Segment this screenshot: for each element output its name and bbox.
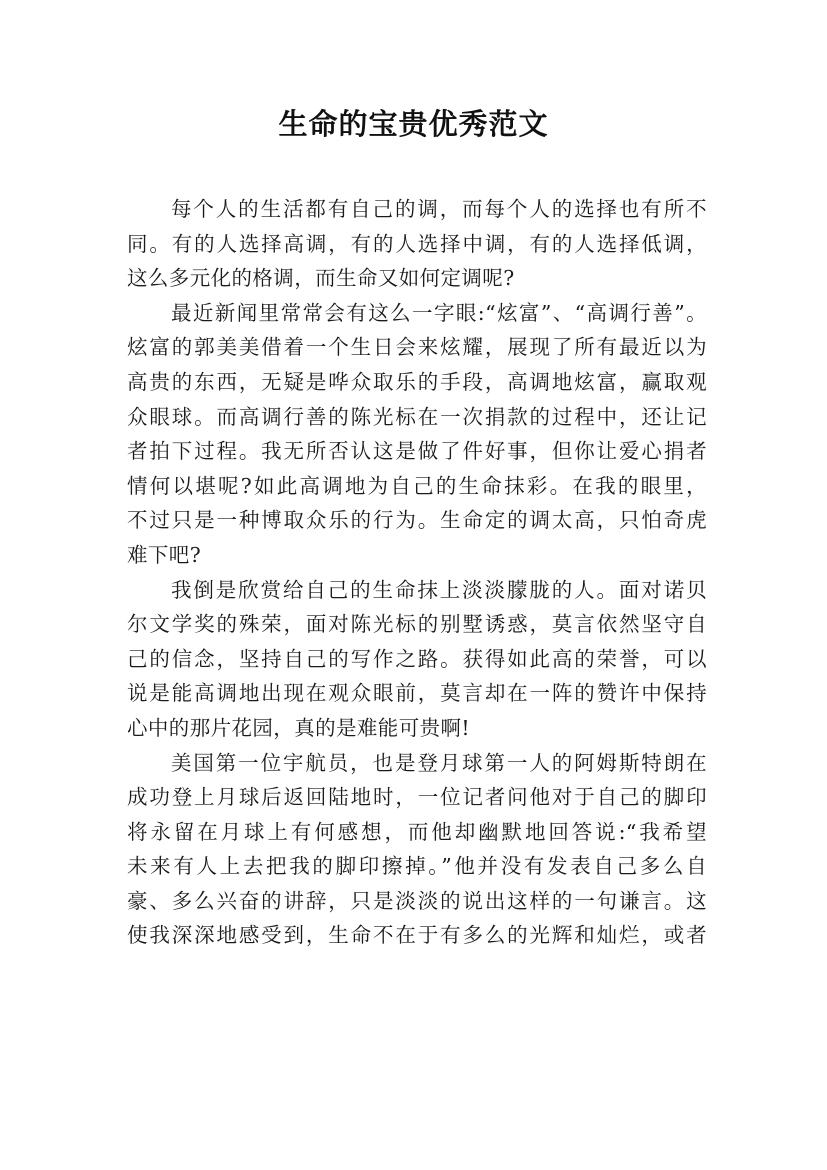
paragraph-4-line-2: 成功登上月球后返回陆地时，一位记者问他对于自己的脚印 bbox=[127, 785, 707, 810]
paragraph-2-line-3: 高贵的东西，无疑是哗众取乐的手段，高调地炫富，赢取观 bbox=[127, 369, 707, 394]
paragraph-3-line-1: 我倒是欣赏给自己的生命抹上淡淡朦胧的人。面对诺贝 bbox=[171, 577, 707, 602]
paragraph-3-line-4: 说是能高调地出现在观众眼前，莫言却在一阵的赞许中保持 bbox=[127, 681, 707, 706]
paragraph-3-line-5: 心中的那片花园，真的是难能可贵啊! bbox=[127, 715, 471, 740]
paragraph-4-line-6: 使我深深地感受到，生命不在于有多么的光辉和灿烂，或者 bbox=[127, 923, 707, 948]
paragraph-4-line-5: 豪、多么兴奋的讲辞，只是淡淡的说出这样的一句谦言。这 bbox=[127, 888, 707, 913]
paragraph-2-line-6: 情何以堪呢?如此高调地为自己的生命抹彩。在我的眼里， bbox=[127, 473, 707, 498]
paragraph-2-line-4: 众眼球。而高调行善的陈光标在一次捐款的过程中，还让记 bbox=[127, 404, 707, 429]
paragraph-1-line-1: 每个人的生活都有自己的调，而每个人的选择也有所不 bbox=[171, 197, 707, 221]
paragraph-2-line-1: 最近新闻里常常会有这么一字眼:“炫富”、“高调行善”。 bbox=[171, 300, 707, 325]
paragraph-2-line-8: 难下吧? bbox=[127, 542, 202, 567]
paragraph-3-line-2: 尔文学奖的殊荣，面对陈光标的别墅诱惑，莫言依然坚守自 bbox=[127, 612, 707, 637]
paragraph-2-line-5: 者拍下过程。我无所否认这是做了件好事，但你让爱心捐者 bbox=[127, 439, 707, 464]
paragraph-2-line-7: 不过只是一种博取众乐的行为。生命定的调太高，只怕奇虎 bbox=[127, 508, 707, 533]
paragraph-4-line-1: 美国第一位宇航员，也是登月球第一人的阿姆斯特朗在 bbox=[171, 750, 707, 775]
paragraph-4-line-3: 将永留在月球上有何感想，而他却幽默地回答说:“我希望 bbox=[127, 819, 707, 844]
paragraph-2-line-2: 炫富的郭美美借着一个生日会来炫耀，展现了所有最近以为 bbox=[127, 335, 707, 360]
document-title: 生命的宝贵优秀范文 bbox=[278, 107, 549, 141]
paragraph-4-line-4: 未来有人上去把我的脚印擦掉。”他并没有发表自己多么自 bbox=[127, 854, 707, 879]
paragraph-1-line-2: 同。有的人选择高调，有的人选择中调，有的人选择低调， bbox=[127, 231, 707, 256]
document-body bbox=[127, 192, 707, 953]
paragraph-1-line-3: 这么多元化的格调，而生命又如何定调呢? bbox=[127, 266, 515, 291]
paragraph-3-line-3: 己的信念，坚持自己的写作之路。获得如此高的荣誉，可以 bbox=[127, 646, 707, 671]
